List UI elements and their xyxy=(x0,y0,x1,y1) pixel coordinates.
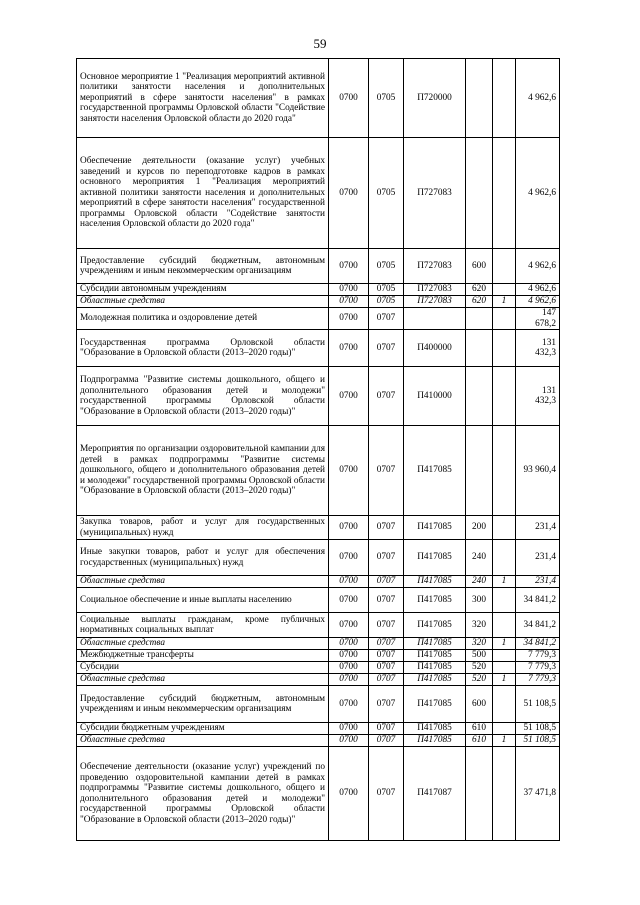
target-article-code: П417085 xyxy=(404,650,466,662)
table-row xyxy=(77,516,560,540)
funding-source-code: 1 xyxy=(493,674,516,686)
target-article-code: П417085 xyxy=(404,686,466,723)
section-code: 0700 xyxy=(329,650,369,662)
row-name: Социальное обеспечение и иные выплаты населению xyxy=(77,588,329,613)
target-article-code: П417085 xyxy=(404,613,466,638)
row-name: Субсидии xyxy=(77,662,329,674)
expense-type-code: 320 xyxy=(466,638,493,650)
expense-type-code xyxy=(466,308,493,330)
amount: 131 432,3 xyxy=(516,330,560,367)
row-name: Молодежная политика и оздоровление детей xyxy=(77,308,329,330)
row-name: Субсидии бюджетным учреждениям xyxy=(77,723,329,735)
table-row xyxy=(77,650,560,662)
funding-source-code xyxy=(493,662,516,674)
target-article-code: П410000 xyxy=(404,367,466,426)
section-code: 0700 xyxy=(329,638,369,650)
table-row xyxy=(77,588,560,613)
row-name: Областные средства xyxy=(77,576,329,588)
target-article-code: П417085 xyxy=(404,516,466,540)
section-code: 0700 xyxy=(329,330,369,367)
table-row xyxy=(77,367,560,426)
amount: 4 962,6 xyxy=(516,296,560,308)
expense-type-code xyxy=(466,426,493,516)
section-code: 0700 xyxy=(329,747,369,841)
target-article-code: П727083 xyxy=(404,284,466,296)
amount: 231,4 xyxy=(516,576,560,588)
target-article-code: П417085 xyxy=(404,588,466,613)
target-article-code: П727083 xyxy=(404,296,466,308)
subsection-code: 0707 xyxy=(369,723,404,735)
expense-type-code: 520 xyxy=(466,674,493,686)
expense-type-code: 600 xyxy=(466,686,493,723)
row-name: Подпрограмма "Развитие системы дошкольного, общего и дополнительного образования детей и молодежи" государственной программы Орловской области "Образование в Орловской области (2013–2020 годы)" xyxy=(77,367,329,426)
expense-type-code xyxy=(466,367,493,426)
row-name: Субсидии автономным учреждениям xyxy=(77,284,329,296)
target-article-code: П727083 xyxy=(404,138,466,249)
subsection-code: 0707 xyxy=(369,576,404,588)
amount: 7 779,3 xyxy=(516,674,560,686)
subsection-code: 0705 xyxy=(369,138,404,249)
row-name: Мероприятия по организации оздоровительной кампании для детей в рамках подпрограммы "Развитие системы дошкольного, общего и дополнительного образования детей и молодежи" государственной программы Орловской области "Образование в Орловской области (2013–2020 годы)" xyxy=(77,426,329,516)
expense-type-code xyxy=(466,747,493,841)
table-row xyxy=(77,723,560,735)
expense-type-code: 500 xyxy=(466,650,493,662)
subsection-code: 0705 xyxy=(369,59,404,138)
section-code: 0700 xyxy=(329,367,369,426)
target-article-code: П417085 xyxy=(404,662,466,674)
funding-source-code xyxy=(493,367,516,426)
section-code: 0700 xyxy=(329,284,369,296)
target-article-code: П417085 xyxy=(404,540,466,576)
table-row xyxy=(77,576,560,588)
expense-type-code: 320 xyxy=(466,613,493,638)
table-row xyxy=(77,686,560,723)
amount: 131 432,3 xyxy=(516,367,560,426)
funding-source-code xyxy=(493,613,516,638)
row-name: Областные средства xyxy=(77,674,329,686)
expense-type-code: 620 xyxy=(466,284,493,296)
subsection-code: 0707 xyxy=(369,674,404,686)
subsection-code: 0707 xyxy=(369,613,404,638)
subsection-code: 0707 xyxy=(369,747,404,841)
target-article-code: П417085 xyxy=(404,638,466,650)
row-name: Иные закупки товаров, работ и услуг для обеспечения государственных (муниципальных) нужд xyxy=(77,540,329,576)
section-code: 0700 xyxy=(329,735,369,747)
section-code: 0700 xyxy=(329,296,369,308)
funding-source-code xyxy=(493,330,516,367)
table-row xyxy=(77,540,560,576)
page-number: 59 xyxy=(313,36,327,51)
table-row xyxy=(77,59,560,138)
subsection-code: 0707 xyxy=(369,588,404,613)
subsection-code: 0707 xyxy=(369,686,404,723)
subsection-code: 0707 xyxy=(369,516,404,540)
funding-source-code xyxy=(493,308,516,330)
funding-source-code xyxy=(493,650,516,662)
section-code: 0700 xyxy=(329,662,369,674)
subsection-code: 0705 xyxy=(369,296,404,308)
amount: 51 108,5 xyxy=(516,686,560,723)
target-article-code: П720000 xyxy=(404,59,466,138)
funding-source-code: 1 xyxy=(493,576,516,588)
expense-type-code xyxy=(466,138,493,249)
section-code: 0700 xyxy=(329,723,369,735)
budget-table-body xyxy=(77,59,560,841)
amount: 231,4 xyxy=(516,516,560,540)
row-name: Обеспечение деятельности (оказание услуг) учреждений по проведению оздоровительной кампании детей в рамках подпрограммы "Развитие системы дошкольного, общего и дополнительного образования детей и молодежи" государственной программы Орловской области "Образование в Орловской области (2013–2020 годы)" xyxy=(77,747,329,841)
subsection-code: 0707 xyxy=(369,662,404,674)
funding-source-code xyxy=(493,747,516,841)
target-article-code: П417085 xyxy=(404,426,466,516)
funding-source-code xyxy=(493,516,516,540)
table-row xyxy=(77,308,560,330)
expense-type-code: 300 xyxy=(466,588,493,613)
funding-source-code xyxy=(493,723,516,735)
table-row xyxy=(77,249,560,284)
table-row xyxy=(77,330,560,367)
section-code: 0700 xyxy=(329,59,369,138)
section-code: 0700 xyxy=(329,540,369,576)
amount: 93 960,4 xyxy=(516,426,560,516)
amount: 231,4 xyxy=(516,540,560,576)
target-article-code: П417087 xyxy=(404,747,466,841)
section-code: 0700 xyxy=(329,686,369,723)
amount: 51 108,5 xyxy=(516,735,560,747)
subsection-code: 0705 xyxy=(369,284,404,296)
row-name: Закупка товаров, работ и услуг для государственных (муниципальных) нужд xyxy=(77,516,329,540)
table-row xyxy=(77,674,560,686)
subsection-code: 0707 xyxy=(369,735,404,747)
section-code: 0700 xyxy=(329,576,369,588)
amount: 4 962,6 xyxy=(516,284,560,296)
target-article-code: П400000 xyxy=(404,330,466,367)
funding-source-code xyxy=(493,249,516,284)
table-row xyxy=(77,662,560,674)
target-article-code: П417085 xyxy=(404,723,466,735)
expense-type-code: 600 xyxy=(466,249,493,284)
row-name: Областные средства xyxy=(77,735,329,747)
section-code: 0700 xyxy=(329,588,369,613)
funding-source-code xyxy=(493,686,516,723)
row-name: Государственная программа Орловской области "Образование в Орловской области (2013–2020 годы)" xyxy=(77,330,329,367)
row-name: Социальные выплаты гражданам, кроме публичных нормативных социальных выплат xyxy=(77,613,329,638)
row-name: Предоставление субсидий бюджетным, автономным учреждениям и иным некоммерческим организациям xyxy=(77,249,329,284)
row-name: Областные средства xyxy=(77,296,329,308)
expense-type-code: 610 xyxy=(466,723,493,735)
table-row xyxy=(77,735,560,747)
funding-source-code xyxy=(493,426,516,516)
amount: 34 841,2 xyxy=(516,588,560,613)
funding-source-code xyxy=(493,59,516,138)
budget-table xyxy=(76,58,560,841)
target-article-code: П417085 xyxy=(404,576,466,588)
row-name: Предоставление субсидий бюджетным, автономным учреждениям и иным некоммерческим организациям xyxy=(77,686,329,723)
amount: 51 108,5 xyxy=(516,723,560,735)
table-row xyxy=(77,747,560,841)
subsection-code: 0707 xyxy=(369,367,404,426)
expense-type-code: 240 xyxy=(466,540,493,576)
table-row xyxy=(77,426,560,516)
table-row xyxy=(77,138,560,249)
funding-source-code xyxy=(493,540,516,576)
subsection-code: 0707 xyxy=(369,638,404,650)
funding-source-code xyxy=(493,138,516,249)
funding-source-code: 1 xyxy=(493,735,516,747)
amount: 34 841,2 xyxy=(516,613,560,638)
section-code: 0700 xyxy=(329,613,369,638)
expense-type-code: 610 xyxy=(466,735,493,747)
amount: 37 471,8 xyxy=(516,747,560,841)
table-row xyxy=(77,613,560,638)
amount: 4 962,6 xyxy=(516,59,560,138)
row-name: Основное мероприятие 1 "Реализация мероприятий активной политики занятости населения и дополнительных мероприятий в сфере занятости населения" в рамках государственной программы Орловской области "Содействие занятости населения Орловской области до 2020 года" xyxy=(77,59,329,138)
amount: 7 779,3 xyxy=(516,662,560,674)
subsection-code: 0707 xyxy=(369,650,404,662)
amount: 34 841,2 xyxy=(516,638,560,650)
funding-source-code: 1 xyxy=(493,638,516,650)
row-name: Обеспечение деятельности (оказание услуг) учебных заведений и курсов по переподготовке кадров в рамках основного мероприятия 1 "Реализация мероприятий активной политики занятости населения и дополнительных мероприятий в сфере занятости населения" государственной программы Орловской области "Содействие занятости населения Орловской области до 2020 года" xyxy=(77,138,329,249)
target-article-code: П417085 xyxy=(404,735,466,747)
table-row xyxy=(77,296,560,308)
funding-source-code xyxy=(493,588,516,613)
target-article-code xyxy=(404,308,466,330)
target-article-code: П417085 xyxy=(404,674,466,686)
amount: 4 962,6 xyxy=(516,249,560,284)
section-code: 0700 xyxy=(329,249,369,284)
table-row xyxy=(77,284,560,296)
expense-type-code: 520 xyxy=(466,662,493,674)
expense-type-code xyxy=(466,330,493,367)
subsection-code: 0707 xyxy=(369,308,404,330)
amount: 4 962,6 xyxy=(516,138,560,249)
amount: 147 678,2 xyxy=(516,308,560,330)
section-code: 0700 xyxy=(329,308,369,330)
subsection-code: 0707 xyxy=(369,540,404,576)
row-name: Областные средства xyxy=(77,638,329,650)
section-code: 0700 xyxy=(329,426,369,516)
expense-type-code: 240 xyxy=(466,576,493,588)
expense-type-code: 620 xyxy=(466,296,493,308)
expense-type-code: 200 xyxy=(466,516,493,540)
section-code: 0700 xyxy=(329,138,369,249)
table-row xyxy=(77,638,560,650)
subsection-code: 0707 xyxy=(369,426,404,516)
section-code: 0700 xyxy=(329,516,369,540)
expense-type-code xyxy=(466,59,493,138)
funding-source-code xyxy=(493,284,516,296)
amount: 7 779,3 xyxy=(516,650,560,662)
subsection-code: 0707 xyxy=(369,330,404,367)
section-code: 0700 xyxy=(329,674,369,686)
row-name: Межбюджетные трансферты xyxy=(77,650,329,662)
funding-source-code: 1 xyxy=(493,296,516,308)
target-article-code: П727083 xyxy=(404,249,466,284)
subsection-code: 0705 xyxy=(369,249,404,284)
